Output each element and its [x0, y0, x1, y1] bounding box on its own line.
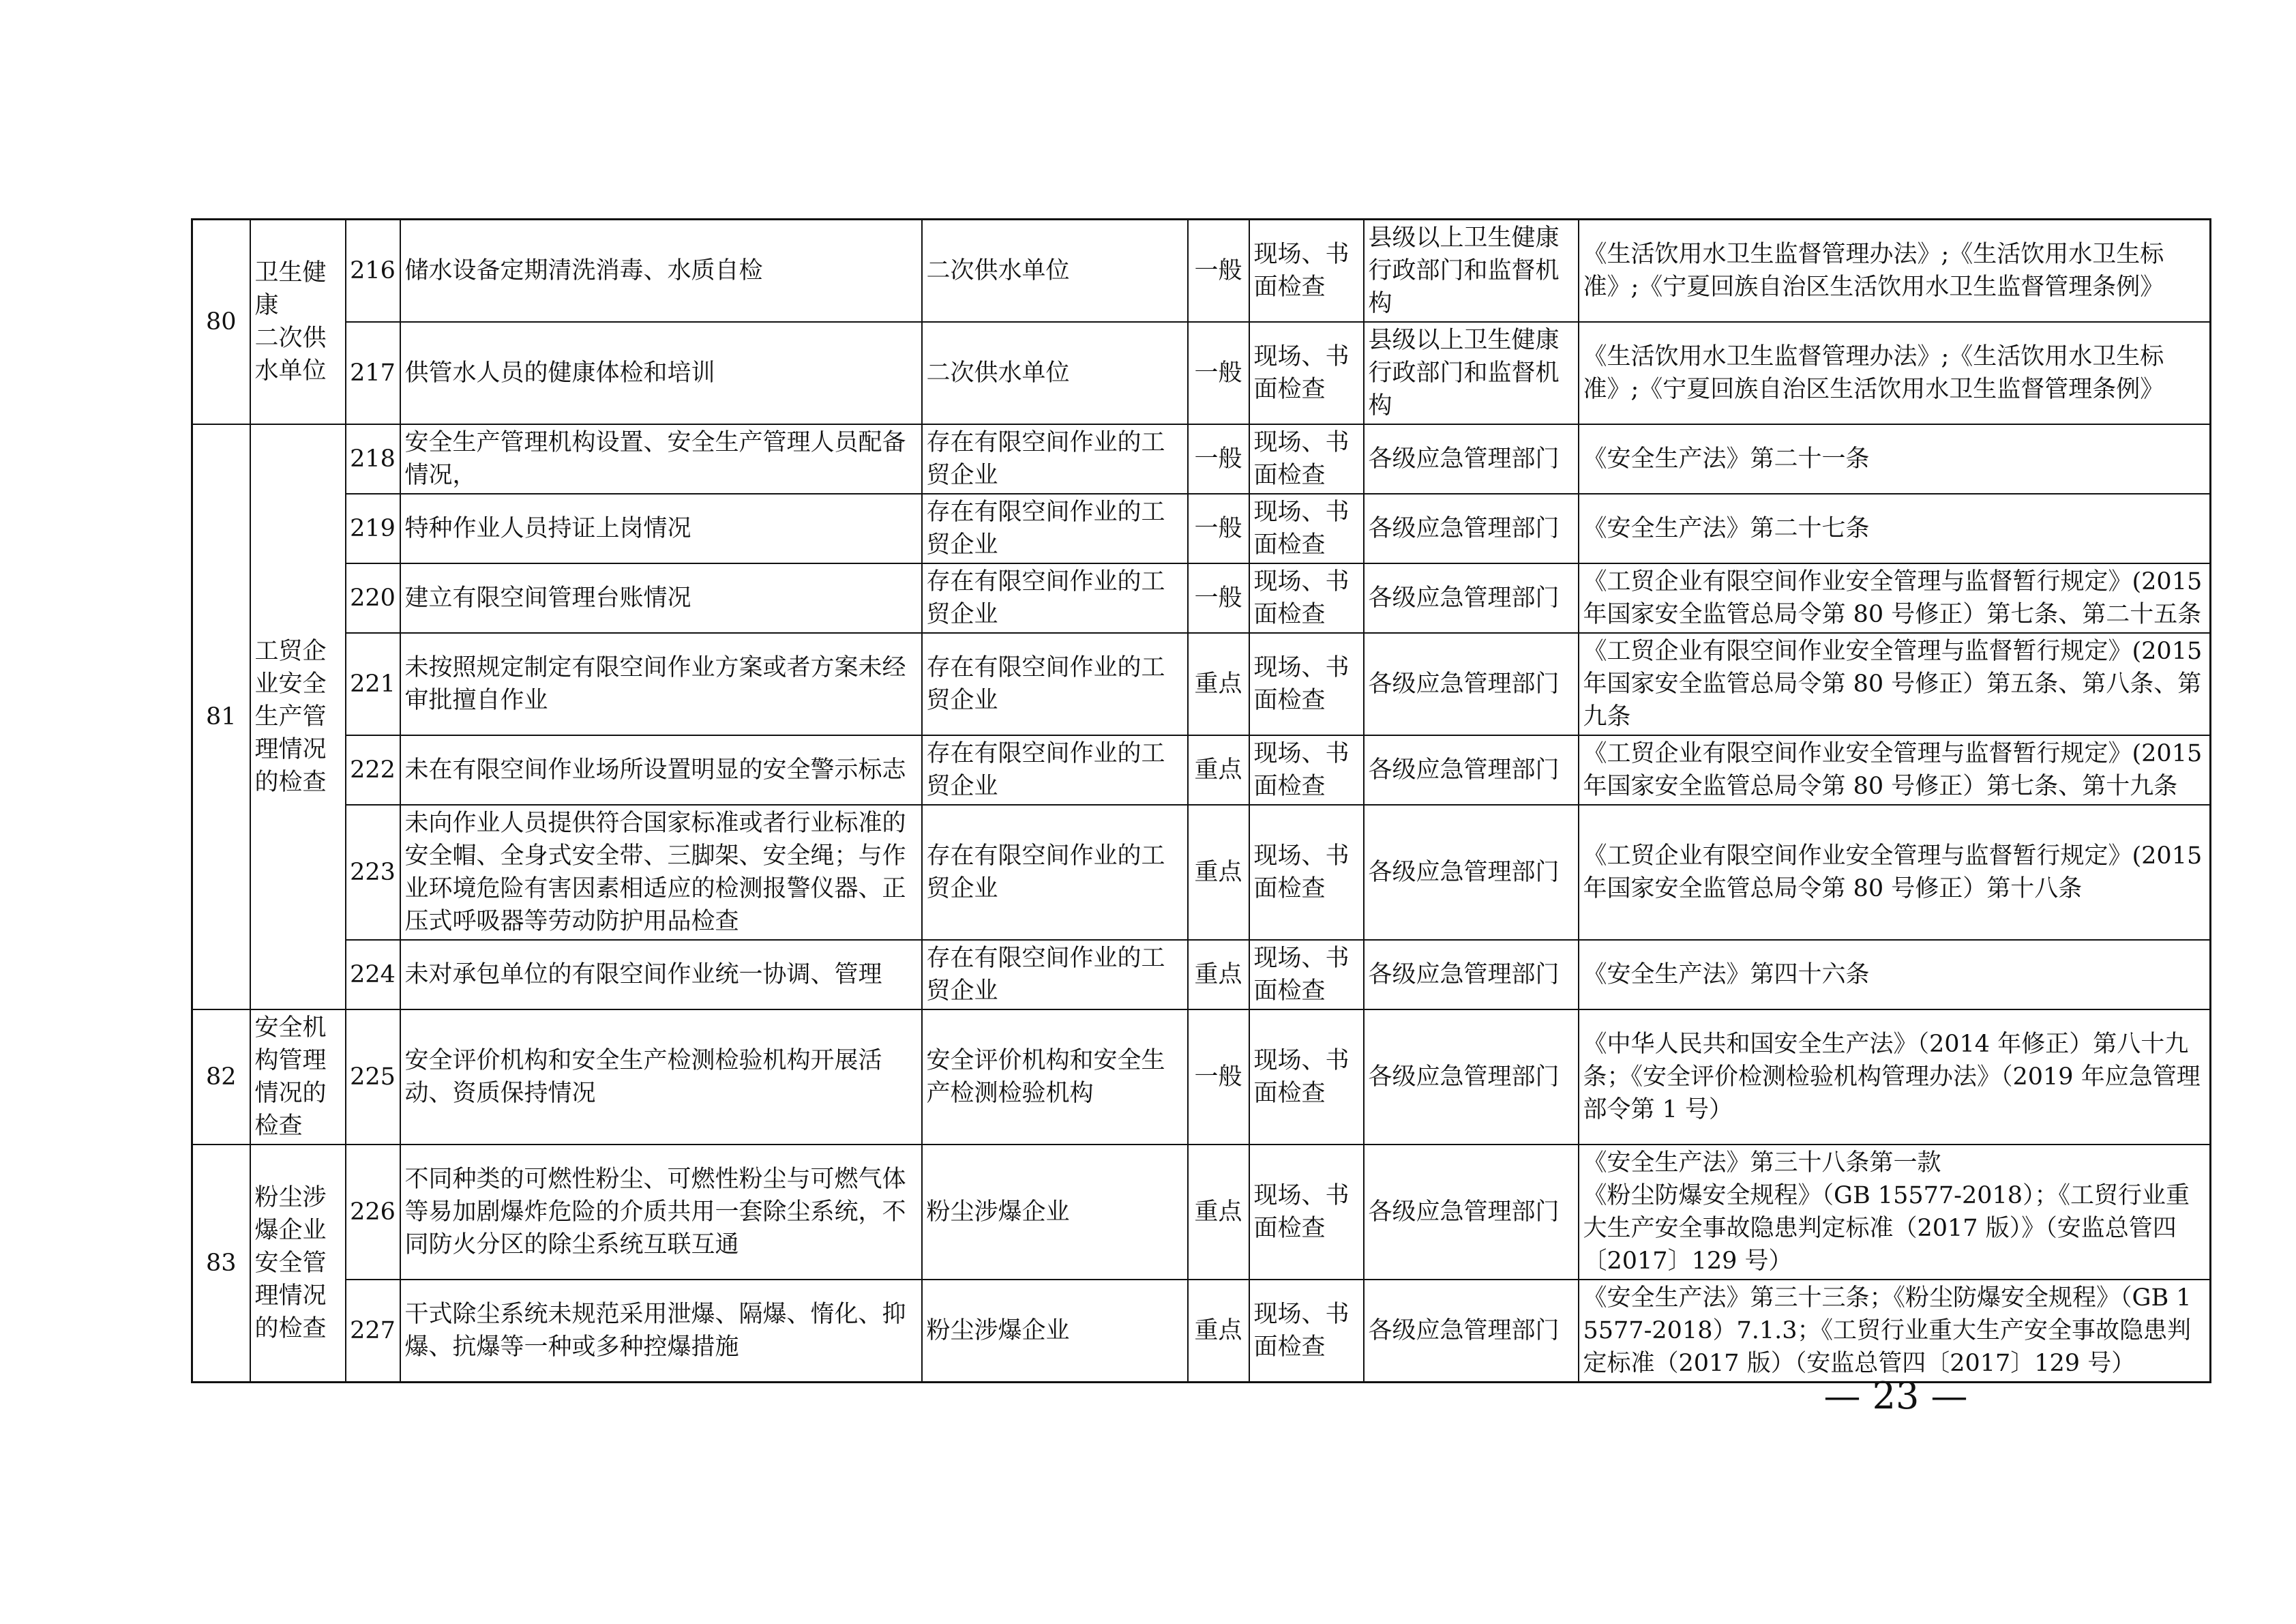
- page-number: — 23 —: [1823, 1374, 1968, 1417]
- table-body: [192, 220, 2211, 1383]
- group-number-cell: 80: [192, 220, 250, 425]
- content-cell: 储水设备定期清洗消毒、水质自检: [400, 220, 922, 323]
- table-row: [192, 940, 2211, 1009]
- content-cell: 未向作业人员提供符合国家标准或者行业标准的安全帽、全身式安全带、三脚架、安全绳；与作业环境危险有害因素相适应的检测报警仪器、正压式呼吸器等劳动防护用品检查: [400, 805, 922, 940]
- content-cell: 未按照规定制定有限空间作业方案或者方案未经审批擅自作业: [400, 633, 922, 735]
- basis-cell: 《中华人民共和国安全生产法》（2014 年修正）第八十九条；《安全评价检测检验机构管理办法》（2019 年应急管理部令第 1 号）: [1579, 1009, 2211, 1145]
- level-cell: 一般: [1188, 424, 1249, 494]
- table-row: [192, 805, 2211, 940]
- sequence-cell: 218: [346, 424, 400, 494]
- table-row: [192, 494, 2211, 563]
- object-cell: 二次供水单位: [922, 220, 1188, 323]
- sequence-cell: 217: [346, 322, 400, 424]
- check-item-cell: 卫生健康 二次供水单位: [250, 220, 346, 425]
- level-cell: 一般: [1188, 494, 1249, 563]
- department-cell: 各级应急管理部门: [1364, 940, 1579, 1009]
- group-number-cell: 83: [192, 1145, 250, 1383]
- method-cell: 现场、书面检查: [1249, 1280, 1364, 1383]
- object-cell: 粉尘涉爆企业: [922, 1280, 1188, 1383]
- object-cell: 存在有限空间作业的工贸企业: [922, 424, 1188, 494]
- object-cell: 存在有限空间作业的工贸企业: [922, 633, 1188, 735]
- table-row: [192, 1145, 2211, 1280]
- sequence-cell: 224: [346, 940, 400, 1009]
- object-cell: 存在有限空间作业的工贸企业: [922, 563, 1188, 633]
- basis-cell: 《生活饮用水卫生监督管理办法》;《生活饮用水卫生标准》;《宁夏回族自治区生活饮用水卫生监督管理条例》: [1579, 322, 2211, 424]
- level-cell: 重点: [1188, 1145, 1249, 1280]
- sequence-cell: 227: [346, 1280, 400, 1383]
- sequence-cell: 221: [346, 633, 400, 735]
- sequence-cell: 222: [346, 735, 400, 805]
- check-item-cell: 安全机构管理情况的检查: [250, 1009, 346, 1145]
- basis-cell: 《工贸企业有限空间作业安全管理与监督暂行规定》(2015年国家安全监管总局令第 80 号修正）第五条、第八条、第九条: [1579, 633, 2211, 735]
- sequence-cell: 219: [346, 494, 400, 563]
- content-cell: 未对承包单位的有限空间作业统一协调、管理: [400, 940, 922, 1009]
- method-cell: 现场、书面检查: [1249, 220, 1364, 323]
- table-row: [192, 563, 2211, 633]
- department-cell: 县级以上卫生健康行政部门和监督机构: [1364, 220, 1579, 323]
- group-number-cell: 82: [192, 1009, 250, 1145]
- object-cell: 存在有限空间作业的工贸企业: [922, 735, 1188, 805]
- method-cell: 现场、书面检查: [1249, 633, 1364, 735]
- department-cell: 各级应急管理部门: [1364, 1009, 1579, 1145]
- content-cell: 干式除尘系统未规范采用泄爆、隔爆、惰化、抑爆、抗爆等一种或多种控爆措施: [400, 1280, 922, 1383]
- level-cell: 一般: [1188, 1009, 1249, 1145]
- sequence-cell: 216: [346, 220, 400, 323]
- content-cell: 特种作业人员持证上岗情况: [400, 494, 922, 563]
- department-cell: 县级以上卫生健康行政部门和监督机构: [1364, 322, 1579, 424]
- level-cell: 重点: [1188, 633, 1249, 735]
- department-cell: 各级应急管理部门: [1364, 1145, 1579, 1280]
- department-cell: 各级应急管理部门: [1364, 494, 1579, 563]
- inspection-table: [191, 218, 2211, 1383]
- check-item-cell: 粉尘涉爆企业安全管理情况的检查: [250, 1145, 346, 1383]
- content-cell: 建立有限空间管理台账情况: [400, 563, 922, 633]
- table-row: [192, 220, 2211, 323]
- object-cell: 存在有限空间作业的工贸企业: [922, 940, 1188, 1009]
- basis-cell: 《工贸企业有限空间作业安全管理与监督暂行规定》(2015年国家安全监管总局令第 80 号修正）第十八条: [1579, 805, 2211, 940]
- basis-cell: 《安全生产法》第三十三条；《粉尘防爆安全规程》（GB 15577-2018）7.1.3；《工贸行业重大生产安全事故隐患判定标准（2017 版）（安监总管四〔2017〕129 号）: [1579, 1280, 2211, 1383]
- table-row: [192, 633, 2211, 735]
- table-row: [192, 322, 2211, 424]
- content-cell: 安全生产管理机构设置、安全生产管理人员配备情况，: [400, 424, 922, 494]
- department-cell: 各级应急管理部门: [1364, 633, 1579, 735]
- basis-cell: 《安全生产法》第二十七条: [1579, 494, 2211, 563]
- table-row: [192, 1280, 2211, 1383]
- content-cell: 未在有限空间作业场所设置明显的安全警示标志: [400, 735, 922, 805]
- group-number-cell: 81: [192, 424, 250, 1009]
- basis-cell: 《工贸企业有限空间作业安全管理与监督暂行规定》(2015年国家安全监管总局令第 80 号修正）第七条、第十九条: [1579, 735, 2211, 805]
- check-item-cell: 工贸企业安全生产管理情况的检查: [250, 424, 346, 1009]
- level-cell: 一般: [1188, 563, 1249, 633]
- table-row: [192, 1009, 2211, 1145]
- basis-cell: 《生活饮用水卫生监督管理办法》;《生活饮用水卫生标准》;《宁夏回族自治区生活饮用水卫生监督管理条例》: [1579, 220, 2211, 323]
- department-cell: 各级应急管理部门: [1364, 424, 1579, 494]
- level-cell: 重点: [1188, 805, 1249, 940]
- sequence-cell: 223: [346, 805, 400, 940]
- level-cell: 重点: [1188, 735, 1249, 805]
- method-cell: 现场、书面检查: [1249, 735, 1364, 805]
- method-cell: 现场、书面检查: [1249, 1009, 1364, 1145]
- method-cell: 现场、书面检查: [1249, 1145, 1364, 1280]
- basis-cell: 《安全生产法》第三十八条第一款 《粉尘防爆安全规程》（GB 15577-2018）；《工贸行业重大生产安全事故隐患判定标准（2017 版）》（安监总管四〔2017〕129 号）: [1579, 1145, 2211, 1280]
- object-cell: 二次供水单位: [922, 322, 1188, 424]
- department-cell: 各级应急管理部门: [1364, 735, 1579, 805]
- method-cell: 现场、书面检查: [1249, 494, 1364, 563]
- sequence-cell: 226: [346, 1145, 400, 1280]
- level-cell: 重点: [1188, 940, 1249, 1009]
- method-cell: 现场、书面检查: [1249, 563, 1364, 633]
- content-cell: 不同种类的可燃性粉尘、可燃性粉尘与可燃气体等易加剧爆炸危险的介质共用一套除尘系统，不同防火分区的除尘系统互联互通: [400, 1145, 922, 1280]
- level-cell: 重点: [1188, 1280, 1249, 1383]
- sequence-cell: 220: [346, 563, 400, 633]
- basis-cell: 《安全生产法》第二十一条: [1579, 424, 2211, 494]
- method-cell: 现场、书面检查: [1249, 322, 1364, 424]
- department-cell: 各级应急管理部门: [1364, 805, 1579, 940]
- basis-cell: 《安全生产法》第四十六条: [1579, 940, 2211, 1009]
- content-cell: 安全评价机构和安全生产检测检验机构开展活动、资质保持情况: [400, 1009, 922, 1145]
- method-cell: 现场、书面检查: [1249, 940, 1364, 1009]
- object-cell: 存在有限空间作业的工贸企业: [922, 494, 1188, 563]
- method-cell: 现场、书面检查: [1249, 424, 1364, 494]
- department-cell: 各级应急管理部门: [1364, 563, 1579, 633]
- table-row: [192, 735, 2211, 805]
- level-cell: 一般: [1188, 220, 1249, 323]
- object-cell: 存在有限空间作业的工贸企业: [922, 805, 1188, 940]
- object-cell: 粉尘涉爆企业: [922, 1145, 1188, 1280]
- department-cell: 各级应急管理部门: [1364, 1280, 1579, 1383]
- method-cell: 现场、书面检查: [1249, 805, 1364, 940]
- sequence-cell: 225: [346, 1009, 400, 1145]
- basis-cell: 《工贸企业有限空间作业安全管理与监督暂行规定》(2015年国家安全监管总局令第 80 号修正）第七条、第二十五条: [1579, 563, 2211, 633]
- table-row: [192, 424, 2211, 494]
- content-cell: 供管水人员的健康体检和培训: [400, 322, 922, 424]
- object-cell: 安全评价机构和安全生产检测检验机构: [922, 1009, 1188, 1145]
- level-cell: 一般: [1188, 322, 1249, 424]
